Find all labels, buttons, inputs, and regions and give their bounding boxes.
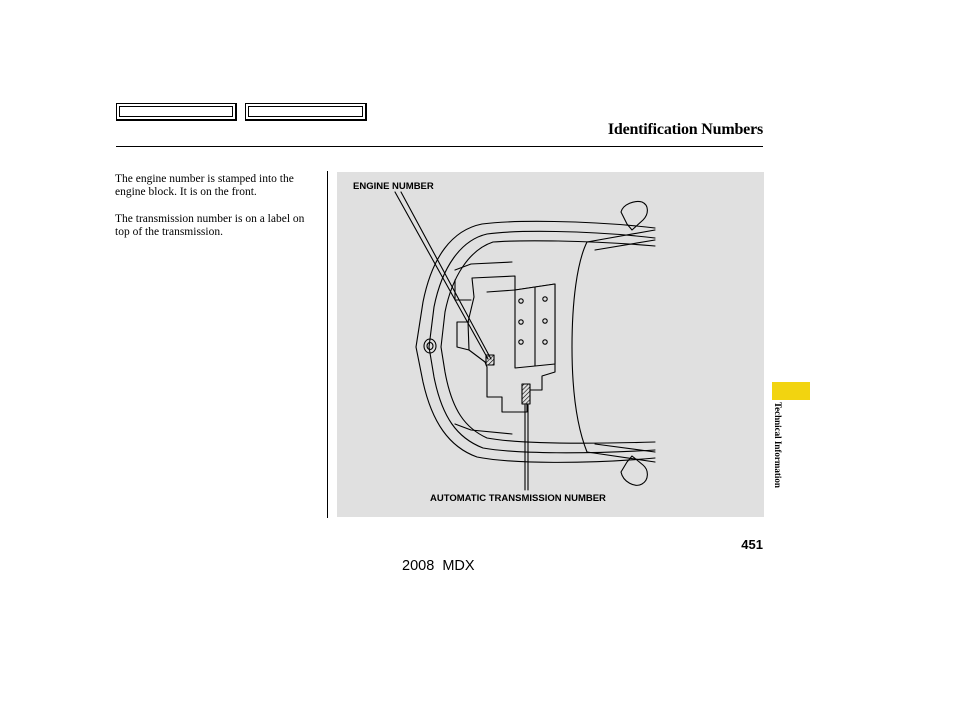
transmission-number-label: AUTOMATIC TRANSMISSION NUMBER bbox=[430, 493, 606, 504]
nav-button-frame bbox=[248, 106, 363, 117]
section-label-text: Technical Information bbox=[773, 402, 783, 488]
column-divider bbox=[327, 171, 328, 518]
nav-button-frame bbox=[119, 106, 233, 117]
section-label bbox=[771, 402, 785, 512]
footer-model: 2008 MDX bbox=[402, 558, 475, 574]
nav-button-index[interactable] bbox=[245, 103, 367, 121]
page-title: Identification Numbers bbox=[607, 121, 763, 138]
page-number: 451 bbox=[741, 537, 763, 552]
engine-number-paragraph: The engine number is stamped into the engine block. It is on the front. bbox=[115, 173, 294, 198]
transmission-number-paragraph: The transmission number is on a label on top of the transmission. bbox=[115, 213, 305, 238]
engine-number-label: ENGINE NUMBER bbox=[353, 181, 434, 192]
car-engine-diagram bbox=[337, 172, 764, 517]
section-tab[interactable] bbox=[772, 382, 810, 400]
title-divider bbox=[116, 146, 763, 147]
engine-bay-illustration bbox=[337, 172, 764, 517]
nav-button-contents[interactable] bbox=[116, 103, 237, 121]
